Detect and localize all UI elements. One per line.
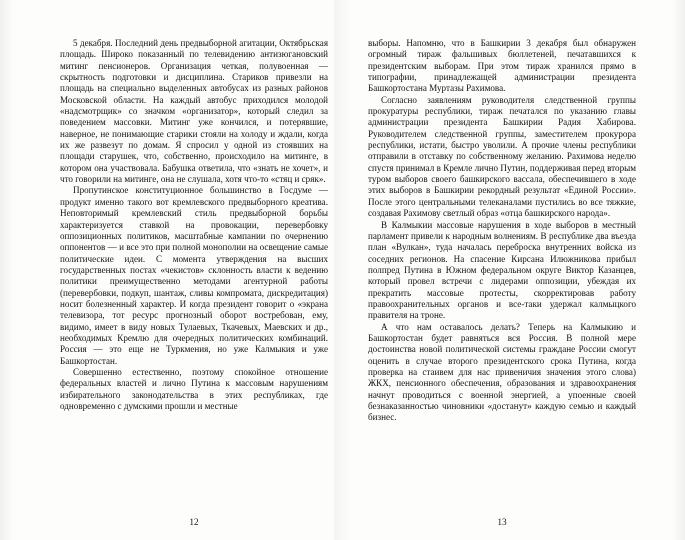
- page-left: [60, 38, 328, 528]
- paragraph: выборы. Напомню, что в Башкирии 3 декабря был обнаружен огромный тираж фальшивых бюллетеней, печатавшихся к президентским выборам. При этом тираж хранился прямо в типографии, принадлежащей администрации президента Башкортостана Муртазы Рахимова.: [368, 38, 636, 94]
- paper-edge-left: [0, 0, 14, 540]
- page-right: [368, 38, 636, 528]
- page-right-body: [368, 38, 636, 424]
- paragraph: Согласно заявлениям руководителя следственной группы прокуратуры республики, тираж печатался по указанию главы администрации президента Башкирии Радия Хабирова. Руководителем следственной группы, заместителем прокурора республики, истати, быстро уволили. А прочие члены республики отправили в отставку по собственному желанию. Рахимова неделю спустя принимал в Кремле лично Путин, поддерживая перед вторым туром выборов своего башкирского вассала, обеспечившего в ходе этих выборов в Башкирии рекордный результат «Единой России». После этого центральными телеканалами пустились во все тяжкие, создавая Рахимову светлый образ «отца башкирского народа».: [368, 94, 636, 219]
- paragraph: Пропутинское конституционное большинство в Госдуме — продукт именно такого вот кремлевского предвыборного креатива. Неповторимый кремлевский стиль предвыборной борьбы характеризуется ставкой на провокации, перевербовку оппозиционных политиков, масштабные кампании по очернению оппонентов — и все это при полной монополии на освещение самые политические идеи. С момента утверждения на высших государственных постах «чекистов» склонность власти к ведению политики преимущественно методами агентурной работы (перевербовки, подкуп, шантаж, сливы компромата, дискредитация) носит болезненный характер. И когда президент говорит о «экрана телевизора, тот ресурс прогнозный оборот востребован, ему, видимо, имеет в виду новых Тулаевых, Ткачевых, Маевских и др., необходимых Кремлю для очередных политических комбинаций. Россия — это еще не Туркмения, но уже Калмыкия и уже Башкортостан.: [60, 185, 328, 366]
- paragraph: В Калмыкии массовые нарушения в ходе выборов в местный парламент привели к народным волнениям. В республике два въезда план «Вулкан», туда началась переброска внутренних войска из соседних регионов. На спасение Кирсана Илюжникова прибыл полпред Путина в Южном федеральном округе Виктор Казанцев, который провел встречи с лидерами оппозиции, убеждая их прекратить массовые протесты, скорректировав работу правоохранительных органов и все-таки удержал калмыцкого правителя на троне.: [368, 219, 636, 321]
- paragraph: А что нам оставалось делать? Теперь на Калмыкию и Башкортостан будет равняться вся Россия. В полной мере достоинства новой политической системы граждане России смогут оценить в случае второго президентского срока Путина, когда проверка на стаивем для нас привеничия значения этого слова) ЖКХ, пенсионного обеспечения, образования и здравоохранения начнут проводиться с военной энергией, а упоенные своей безнаказанностью чиновники «достанут» каждую семью и каждый бизнес.: [368, 321, 636, 423]
- paragraph: 5 декабря. Последний день предвыборной агитации, Октябрьская площадь. Широко показанный по телевидению антизюгановский митинг пенсионеров. Организация четкая, полувоенная — скрытность подготовки и дисциплина. Стариков привезли на площадь на специально выделенных автобусах из разных районов Московской области. На каждый автобус приходился молодой «надсмотрщик» со значком «организатор», который следил за поведением массовки. Митинг уже кончился, и потерявшие, наверное, не понимающие старики стояли на холоду и ждали, когда их же развезут по домам. Я спросил у одной из стоявших на площади старушек, что, собственно, происходило на митинге, в котором она участвовала. Бабушка ответила, что «знать не хочет», и что говорили на митинге, она не слушала, хотя что-то «стяц и сряк».: [60, 38, 328, 185]
- paper-edge-right: [671, 0, 685, 540]
- paragraph: Совершенно естественно, поэтому спокойное отношение федеральных властей и лично Путина к массовым нарушениям избирательного законодательства в этих республиках, где одновременно с думскими прошли и местные: [60, 366, 328, 411]
- page-left-body: [60, 38, 328, 412]
- book-gutter: [334, 0, 352, 540]
- page-number-left: 12: [189, 518, 199, 528]
- page-number-right: 13: [497, 518, 507, 528]
